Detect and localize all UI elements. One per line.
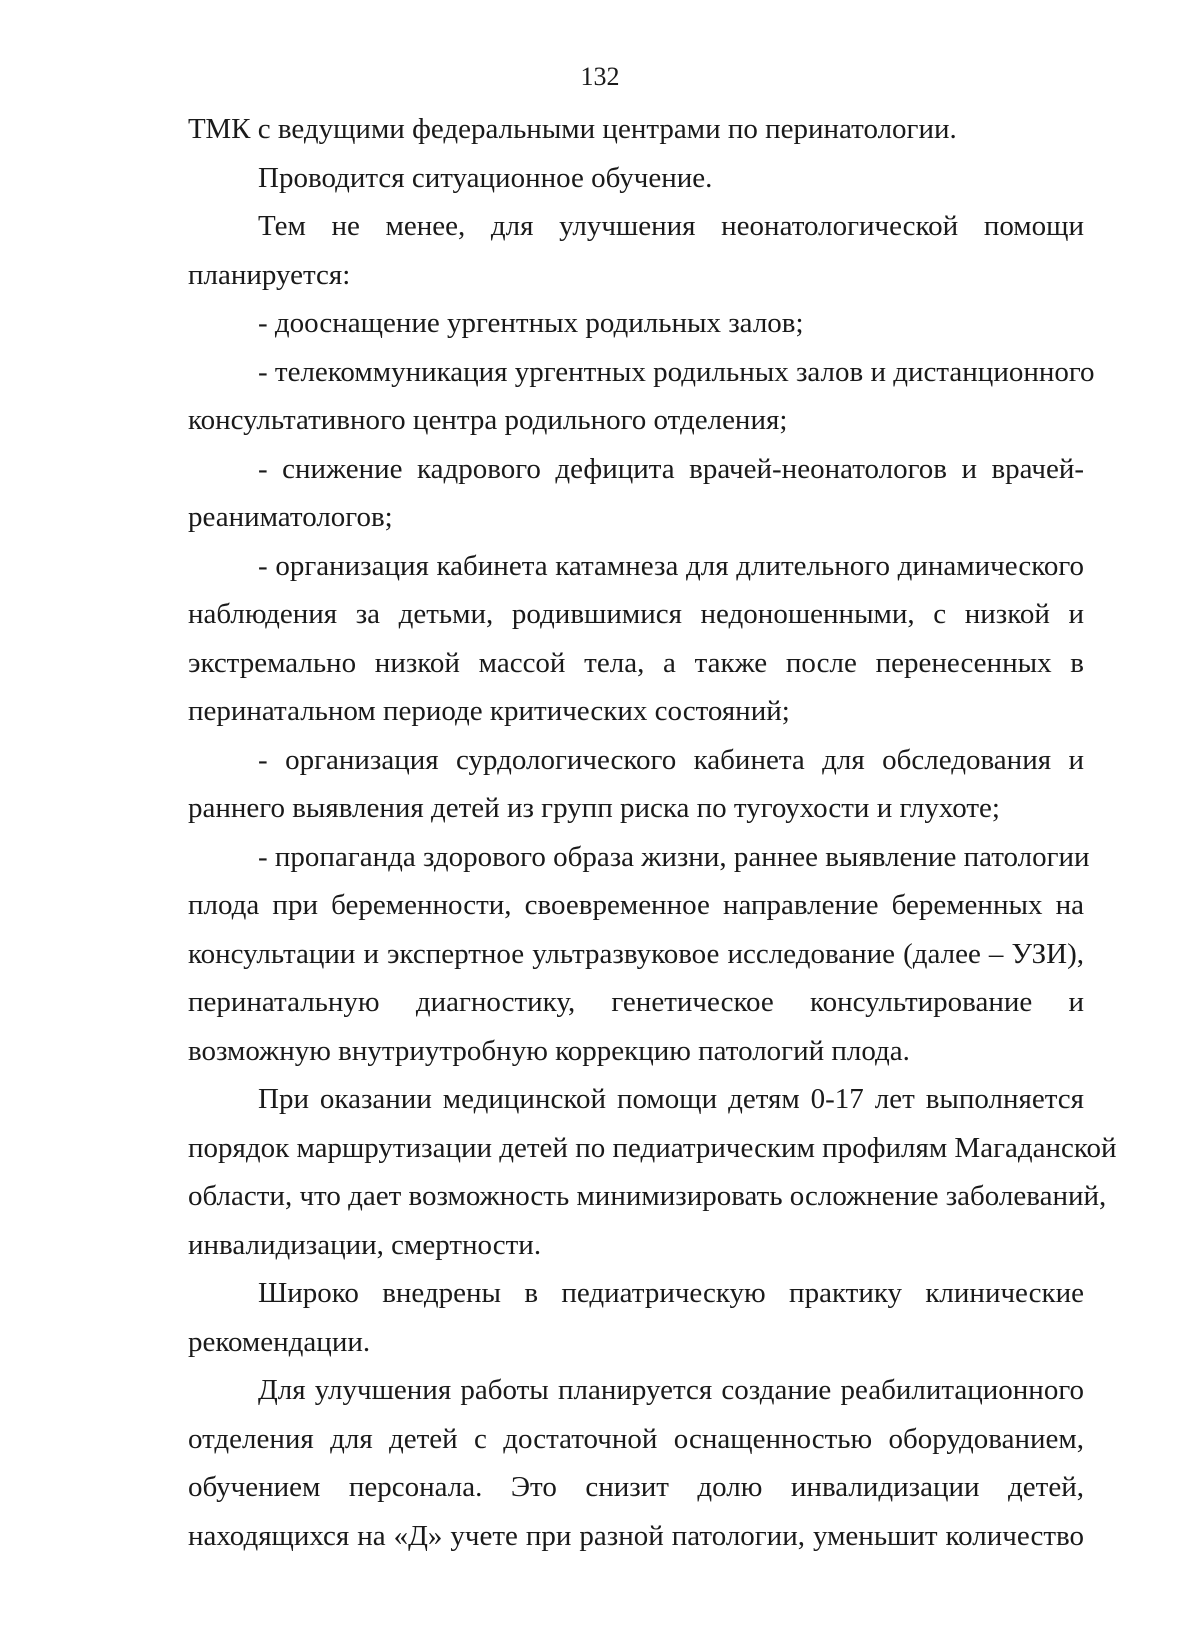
text-line: - организация сурдологического кабинета для обследования и [258, 743, 1084, 776]
text-line: Тем не менее, для улучшения неонатологической помощи [258, 210, 1084, 242]
text-line: - телекоммуникация ургентных родильных залов и дистанционного [258, 355, 1095, 388]
text-line: реаниматологов; [188, 501, 393, 533]
text-line: - пропаганда здорового образа жизни, раннее выявление патологии [258, 840, 1090, 873]
text-line: консультации и экспертное ультразвуковое исследование (далее – УЗИ), [188, 937, 1084, 970]
text-line: экстремально низкой массой тела, а также после перенесенных в [188, 646, 1084, 679]
text-line: области, что дает возможность минимизировать осложнение заболеваний, [188, 1180, 1107, 1212]
text-line: порядок маршрутизации детей по педиатрическим профилям Магаданской [188, 1131, 1117, 1164]
text-line: инвалидизации, смертности. [188, 1228, 542, 1261]
text-line: находящихся на «Д» учете при разной патологии, уменьшит количество [188, 1519, 1084, 1552]
text-line: обучением персонала. Это снизит долю инвалидизации детей, [188, 1471, 1084, 1503]
text-line: консультативного центра родильного отделения; [188, 404, 788, 436]
text-line: Для улучшения работы планируется создание реабилитационного [258, 1374, 1084, 1406]
text-line: рекомендации. [188, 1325, 371, 1358]
text-line: раннего выявления детей из групп риска по тугоухости и глухоте; [188, 792, 1000, 824]
text-line: Проводится ситуационное обучение. [258, 161, 713, 194]
text-line: возможную внутриутробную коррекцию патологий плода. [188, 1034, 910, 1067]
text-line: ТМК с ведущими федеральными центрами по перинатологии. [188, 113, 957, 145]
page-number: 132 [580, 62, 620, 91]
text-line: перинатальную диагностику, генетическое консультирование и [188, 986, 1084, 1018]
text-line: - организация кабинета катамнеза для длительного динамического [258, 549, 1084, 582]
document-body [188, 105, 1117, 1560]
text-line: планируется: [188, 258, 351, 291]
text-line: плода при беременности, своевременное направление беременных на [188, 889, 1084, 921]
text-line: перинатальном периоде критических состояний; [188, 695, 790, 727]
text-line: - снижение кадрового дефицита врачей-неонатологов и врачей- [258, 452, 1084, 485]
text-line: - дооснащение ургентных родильных залов; [258, 307, 804, 339]
text-line: Широко внедрены в педиатрическую практику клинические [258, 1277, 1084, 1309]
text-line: отделения для детей с достаточной оснащенностью оборудованием, [188, 1422, 1084, 1455]
text-line: наблюдения за детьми, родившимися недоношенными, с низкой и [188, 598, 1084, 630]
text-line: При оказании медицинской помощи детям 0-17 лет выполняется [258, 1083, 1084, 1115]
